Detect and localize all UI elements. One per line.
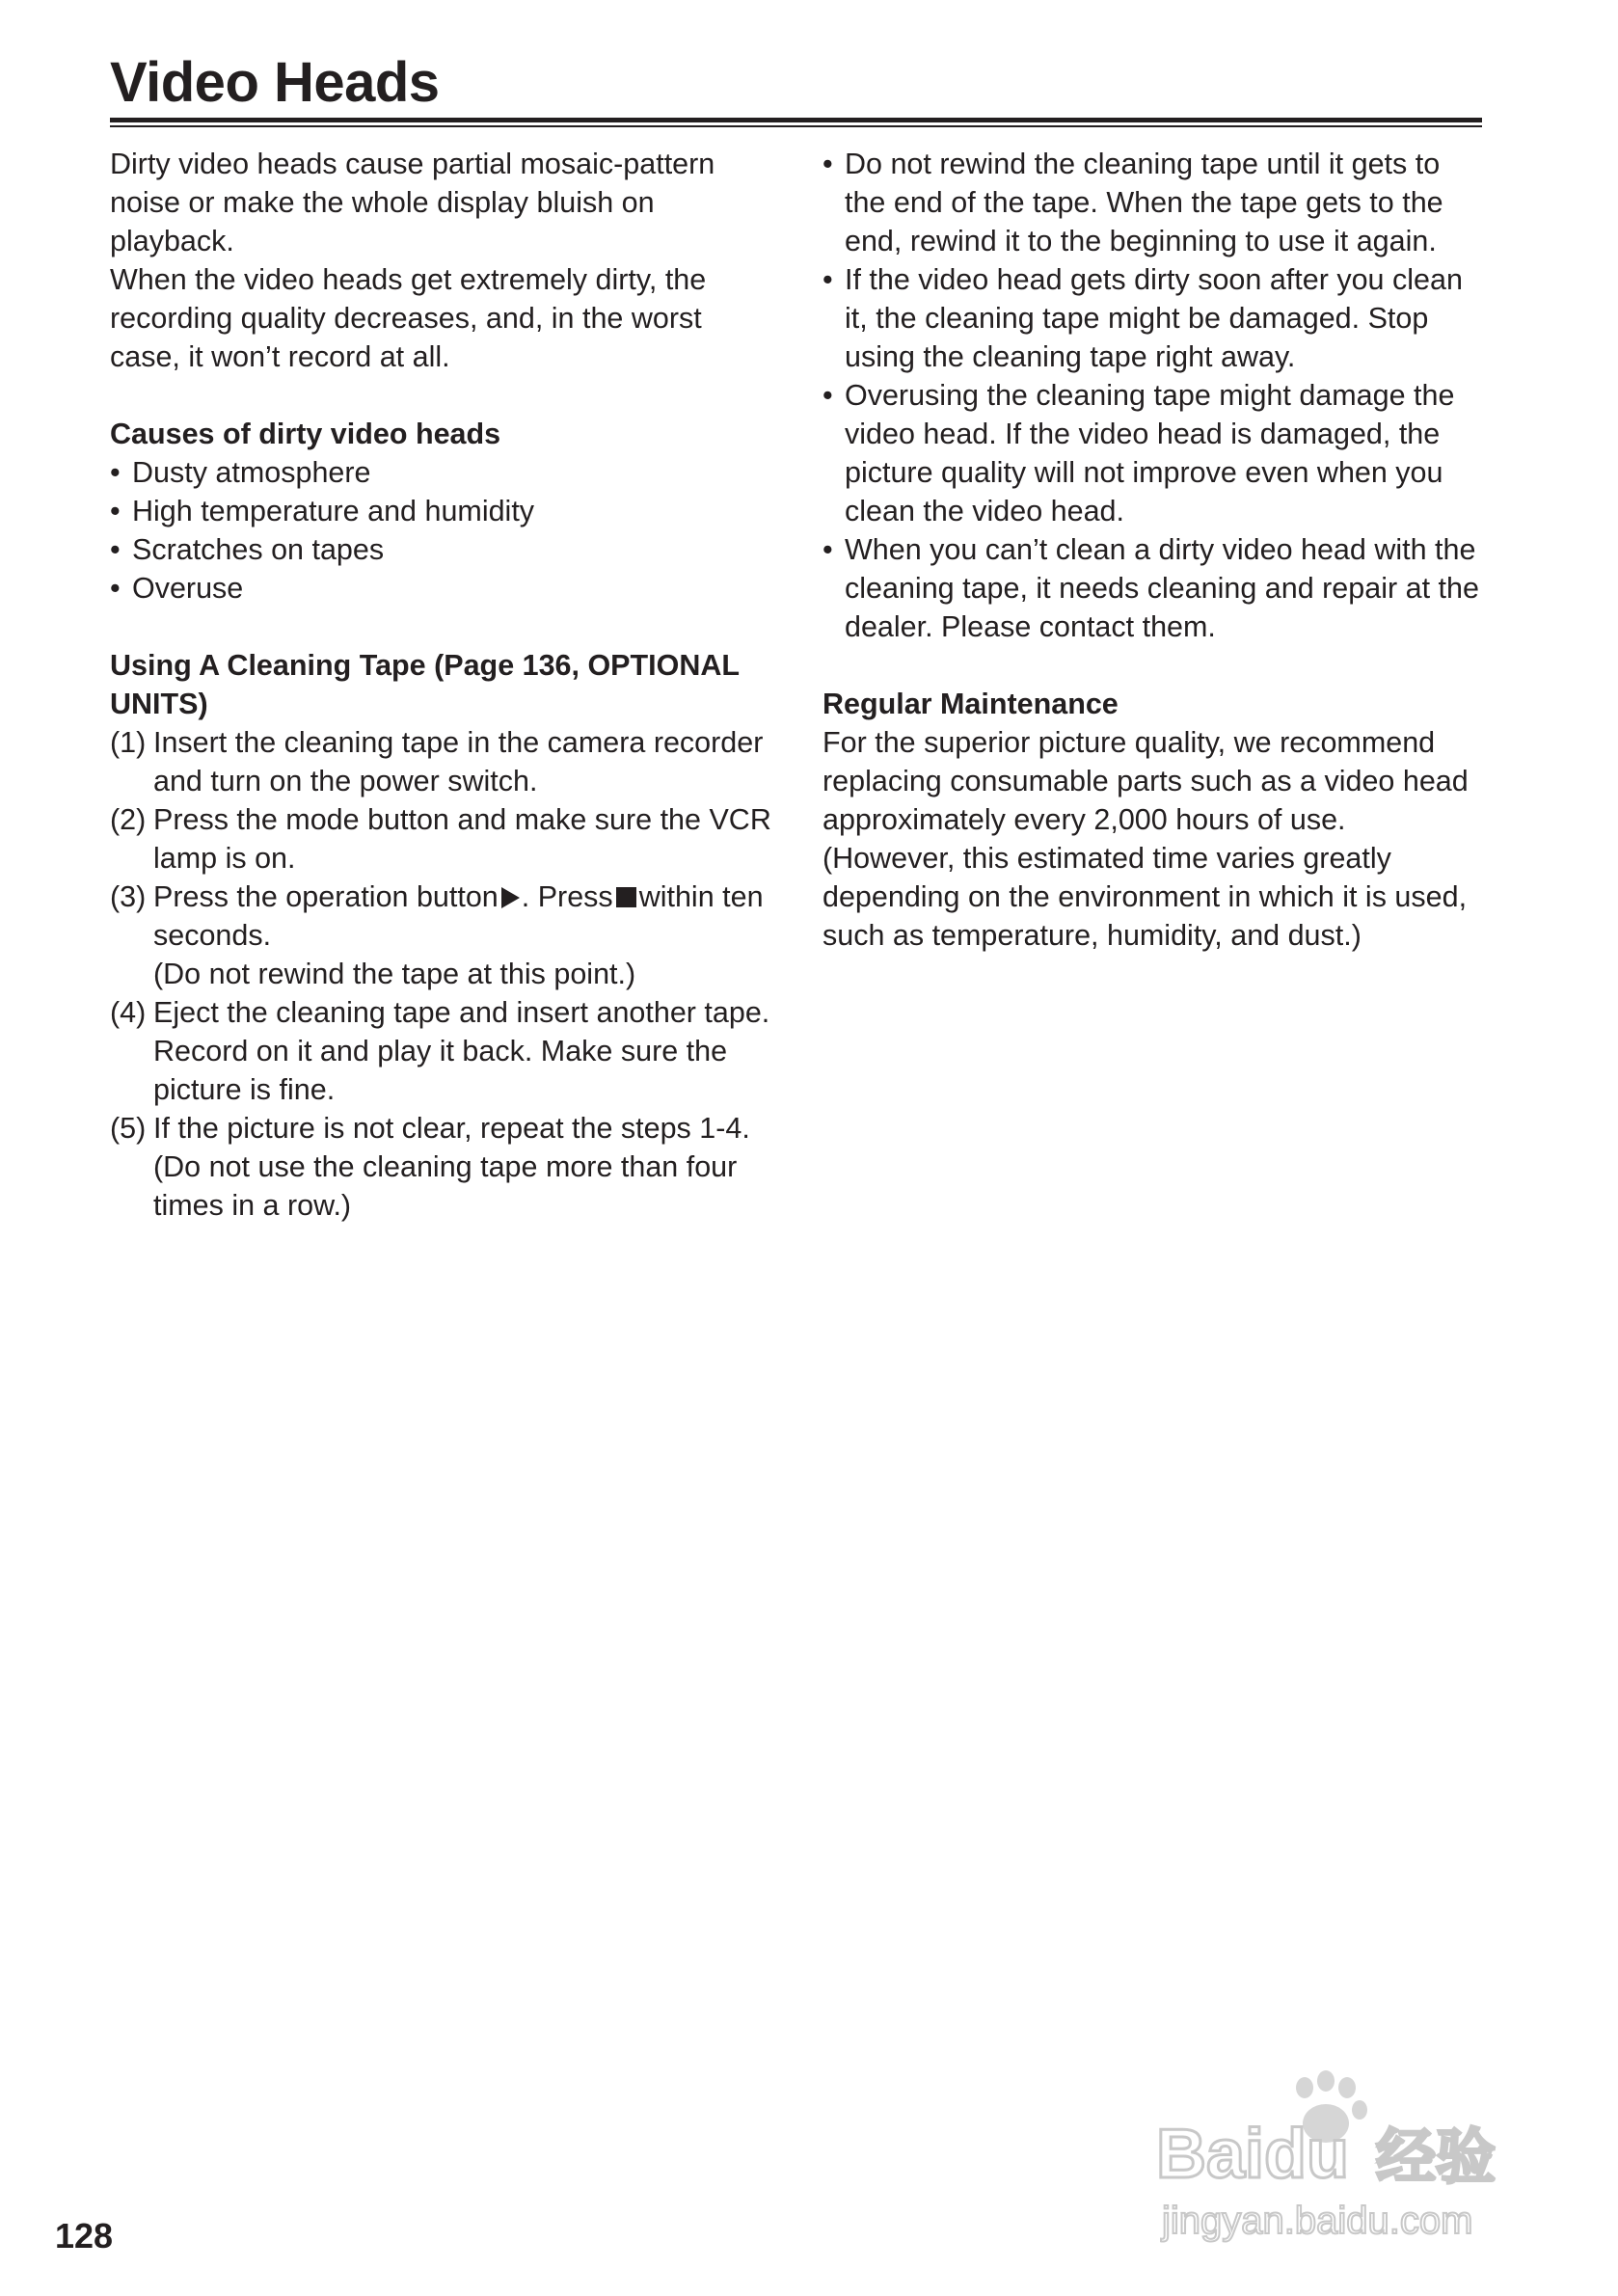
step-text: Press the mode button and make sure the VCR lamp is on.	[153, 803, 771, 875]
stop-icon	[616, 887, 636, 907]
step-text: Eject the cleaning tape and insert another tape. Record on it and play it back. Make sure the picture is fine.	[153, 996, 770, 1106]
list-item: • Overusing the cleaning tape might damage the video head. If the video head is damaged, the picture quality will not improve even when you clean the video head.	[822, 376, 1488, 530]
list-item: • Scratches on tapes	[110, 530, 775, 569]
step-item	[110, 723, 775, 800]
step-number: (4)	[110, 996, 147, 1029]
play-icon	[501, 887, 520, 908]
step-number: (1)	[110, 726, 147, 759]
title-rule-thin	[110, 125, 1482, 127]
step-text: Press the operation button	[153, 880, 499, 913]
intro-paragraph-2: When the video heads get extremely dirty, the recording quality decreases, and, in the worst case, it won’t record at all.	[110, 263, 707, 373]
step-note: (Do not rewind the tape at this point.)	[153, 958, 636, 990]
cleaning-steps	[110, 723, 775, 1225]
step-text: within ten seconds.	[153, 880, 764, 952]
step-item	[110, 993, 775, 1109]
right-column	[822, 145, 1488, 955]
list-item: • When you can’t clean a dirty video head with the cleaning tape, it needs cleaning and repair at the dealer. Please contact them.	[822, 530, 1488, 646]
maintenance-note: (However, this estimated time varies greatly depending on the environment in which it is used, such as temperature, humidity, and dust.)	[822, 842, 1468, 952]
list-item: • If the video head gets dirty soon after you clean it, the cleaning tape might be damaged. Stop using the cleaning tape right away.	[822, 260, 1488, 376]
page-number: 128	[55, 2216, 114, 2255]
list-item: • Do not rewind the cleaning tape until it gets to the end of the tape. When the tape gets to the end, rewind it to the beginning to use it again.	[822, 145, 1488, 260]
watermark-brand: Baidu	[1156, 2116, 1350, 2193]
step-item	[110, 800, 775, 878]
maintenance-heading: Regular Maintenance	[822, 688, 1119, 720]
step-text: Insert the cleaning tape in the camera recorder and turn on the power switch.	[153, 726, 764, 797]
cleaning-heading: Using A Cleaning Tape (Page 136, OPTIONAL UNITS)	[110, 649, 740, 720]
causes-list	[110, 453, 775, 608]
list-item: • Overuse	[110, 569, 775, 608]
step-item	[110, 878, 775, 993]
step-item	[110, 1109, 775, 1225]
page-title: Video Heads	[110, 51, 440, 114]
step-number: (2)	[110, 803, 147, 836]
maintenance-text: For the superior picture quality, we recommend replacing consumable parts such as a video head approximately every 2,000 hours of use.	[822, 726, 1469, 836]
step-text: . Press	[521, 880, 613, 913]
causes-heading: Causes of dirty video heads	[110, 418, 501, 450]
step-number: (3)	[110, 880, 147, 913]
list-item: • Dusty atmosphere	[110, 453, 775, 492]
cleaning-tape-cautions	[822, 145, 1488, 646]
list-item: • High temperature and humidity	[110, 492, 775, 530]
watermark-url: jingyan.baidu.com	[1162, 2200, 1473, 2242]
step-note: (Do not use the cleaning tape more than four times in a row.)	[153, 1150, 738, 1222]
step-number: (5)	[110, 1112, 147, 1145]
left-column	[110, 145, 775, 1225]
watermark-label: 经验	[1376, 2121, 1497, 2192]
baidu-jingyan-watermark	[1152, 2064, 1538, 2256]
step-text: If the picture is not clear, repeat the steps 1-4.	[153, 1112, 750, 1145]
intro-paragraph-1: Dirty video heads cause partial mosaic-pattern noise or make the whole display bluish on playback.	[110, 148, 715, 257]
title-rule-thick	[110, 118, 1482, 122]
